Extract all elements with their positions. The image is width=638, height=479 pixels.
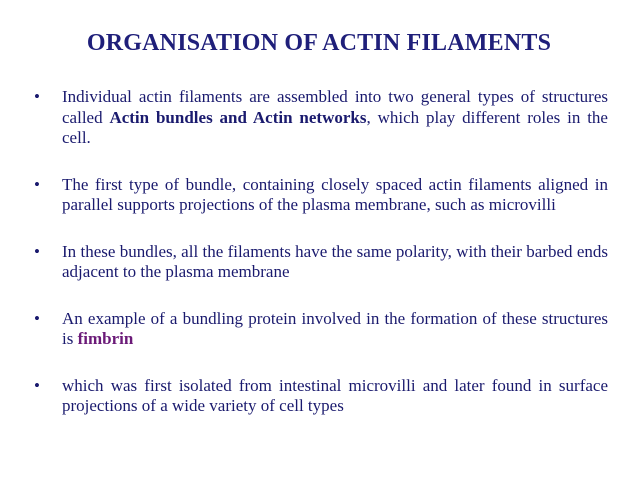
bullet-icon: • xyxy=(34,87,40,106)
bullet-icon: • xyxy=(34,241,40,261)
bullet-item xyxy=(32,175,608,216)
bullet-icon: • xyxy=(34,308,40,328)
bullet-emphasis: fimbrin xyxy=(77,329,134,348)
bullet-text: In these bundles, all the filaments have the same polarity, with their barbed ends adjacent to the plasma membrane xyxy=(62,241,608,281)
slide-title: ORGANISATION OF ACTIN FILAMENTS xyxy=(86,30,552,56)
bullet-item xyxy=(32,242,608,283)
bullet-text: An example of a bundling protein involved in the formation of these structures is xyxy=(62,308,608,348)
bullet-item xyxy=(32,87,608,149)
bullet-item xyxy=(32,309,608,350)
bullet-list xyxy=(32,87,608,443)
bullet-text: , which play different roles in the cell. xyxy=(62,107,608,147)
bullet-text: The first type of bundle, containing closely spaced actin filaments aligned in parallel supports projections of the plasma membrane, such as microvilli xyxy=(62,174,608,214)
bullet-icon: • xyxy=(34,375,40,395)
bullet-icon: • xyxy=(34,174,40,194)
bullet-text: which was first isolated from intestinal microvilli and later found in surface projections of a wide variety of cell types xyxy=(62,375,608,415)
bullet-item xyxy=(32,376,608,417)
bullet-emphasis: Actin bundles and Actin networks xyxy=(109,107,367,127)
bullet-text: Individual actin filaments are assembled into two general types of structures called xyxy=(62,87,608,127)
